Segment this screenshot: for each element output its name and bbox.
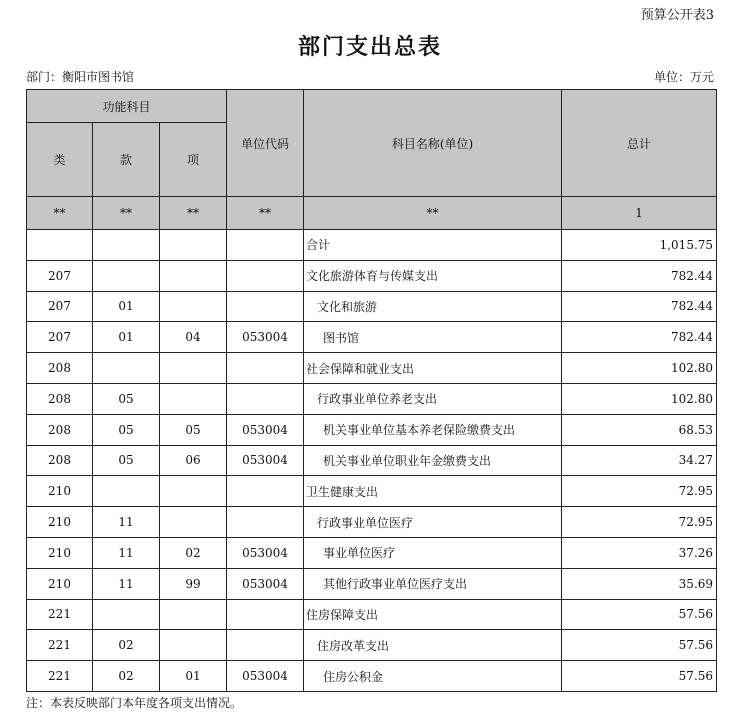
- header-subject-name: 科目名称(单位): [304, 90, 562, 197]
- cell-kuan: 11: [93, 537, 160, 568]
- cell-unit-code: 053004: [227, 568, 304, 599]
- header-kuan: 款: [93, 123, 160, 197]
- cell-total: 1,015.75: [562, 230, 717, 261]
- cell-total: 57.56: [562, 599, 717, 630]
- cell-xiang: [160, 353, 227, 384]
- unit-label: 单位：万元: [653, 70, 714, 84]
- page-title: 部门支出总表: [297, 34, 442, 60]
- cell-kuan: 01: [93, 291, 160, 322]
- cell-lei: 221: [27, 661, 93, 692]
- cell-total: 35.69: [562, 568, 717, 599]
- cell-lei: 208: [27, 383, 93, 414]
- cell-unit-code: [227, 476, 304, 507]
- cell-kuan: 11: [93, 507, 160, 538]
- cell-unit-code: [227, 291, 304, 322]
- cell-lei: 210: [27, 537, 93, 568]
- index-cell: **: [304, 197, 562, 230]
- cell-xiang: 06: [160, 445, 227, 476]
- table-row: [27, 414, 717, 445]
- cell-subject-name: 事业单位医疗: [304, 537, 562, 568]
- header-lei: 类: [27, 123, 93, 197]
- cell-lei: 208: [27, 414, 93, 445]
- cell-subject-name: 卫生健康支出: [304, 476, 562, 507]
- cell-subject-name: 合计: [304, 230, 562, 261]
- cell-unit-code: [227, 383, 304, 414]
- index-cell: **: [93, 197, 160, 230]
- table-row: [27, 507, 717, 538]
- cell-lei: 207: [27, 322, 93, 353]
- footnote: 注：本表反映部门本年度各项支出情况。: [26, 696, 243, 710]
- cell-total: 72.95: [562, 507, 717, 538]
- cell-xiang: [160, 230, 227, 261]
- table-row: [27, 230, 717, 261]
- table-row: [27, 260, 717, 291]
- cell-xiang: 01: [160, 661, 227, 692]
- cell-total: 57.56: [562, 630, 717, 661]
- index-cell: **: [160, 197, 227, 230]
- table-row: [27, 568, 717, 599]
- cell-xiang: [160, 599, 227, 630]
- cell-unit-code: [227, 230, 304, 261]
- header-unit-code: 单位代码: [227, 90, 304, 197]
- cell-xiang: [160, 291, 227, 322]
- cell-unit-code: 053004: [227, 322, 304, 353]
- cell-lei: 221: [27, 630, 93, 661]
- cell-subject-name: 机关事业单位基本养老保险缴费支出: [304, 414, 562, 445]
- cell-subject-name: 行政事业单位养老支出: [304, 383, 562, 414]
- cell-kuan: [93, 599, 160, 630]
- cell-xiang: [160, 260, 227, 291]
- department-label: 部门：衡阳市图书馆: [26, 70, 135, 84]
- table-row: [27, 630, 717, 661]
- cell-total: 102.80: [562, 353, 717, 384]
- cell-subject-name: 住房保障支出: [304, 599, 562, 630]
- cell-lei: 210: [27, 568, 93, 599]
- cell-unit-code: [227, 260, 304, 291]
- cell-kuan: 05: [93, 445, 160, 476]
- cell-subject-name: 住房改革支出: [304, 630, 562, 661]
- cell-subject-name: 住房公积金: [304, 661, 562, 692]
- cell-lei: 207: [27, 291, 93, 322]
- cell-total: 34.27: [562, 445, 717, 476]
- cell-kuan: [93, 260, 160, 291]
- cell-unit-code: [227, 507, 304, 538]
- header-function-subject: 功能科目: [27, 90, 227, 123]
- cell-kuan: [93, 230, 160, 261]
- cell-unit-code: 053004: [227, 661, 304, 692]
- table-row: [27, 322, 717, 353]
- cell-xiang: 05: [160, 414, 227, 445]
- cell-subject-name: 行政事业单位医疗: [304, 507, 562, 538]
- table-row: [27, 445, 717, 476]
- table-row: [27, 599, 717, 630]
- expenditure-table: [26, 89, 717, 692]
- cell-kuan: [93, 476, 160, 507]
- index-cell: **: [27, 197, 93, 230]
- cell-total: 782.44: [562, 291, 717, 322]
- cell-total: 782.44: [562, 322, 717, 353]
- cell-xiang: 02: [160, 537, 227, 568]
- cell-total: 57.56: [562, 661, 717, 692]
- cell-lei: 210: [27, 507, 93, 538]
- cell-subject-name: 机关事业单位职业年金缴费支出: [304, 445, 562, 476]
- cell-kuan: 02: [93, 661, 160, 692]
- cell-xiang: [160, 507, 227, 538]
- cell-subject-name: 图书馆: [304, 322, 562, 353]
- table-row: [27, 661, 717, 692]
- cell-unit-code: [227, 630, 304, 661]
- cell-total: 782.44: [562, 260, 717, 291]
- header-total: 总计: [562, 90, 717, 197]
- cell-kuan: [93, 353, 160, 384]
- cell-xiang: [160, 476, 227, 507]
- cell-unit-code: 053004: [227, 445, 304, 476]
- cell-unit-code: [227, 353, 304, 384]
- index-cell: 1: [562, 197, 717, 230]
- cell-kuan: 05: [93, 383, 160, 414]
- cell-lei: 208: [27, 353, 93, 384]
- cell-total: 102.80: [562, 383, 717, 414]
- cell-total: 68.53: [562, 414, 717, 445]
- cell-subject-name: 其他行政事业单位医疗支出: [304, 568, 562, 599]
- table-row: [27, 291, 717, 322]
- cell-kuan: 01: [93, 322, 160, 353]
- table-row: [27, 476, 717, 507]
- form-id-label: 预算公开表3: [640, 8, 714, 23]
- table-row: [27, 353, 717, 384]
- cell-xiang: 04: [160, 322, 227, 353]
- cell-kuan: 02: [93, 630, 160, 661]
- table-row: [27, 537, 717, 568]
- cell-unit-code: 053004: [227, 537, 304, 568]
- cell-unit-code: [227, 599, 304, 630]
- cell-lei: 207: [27, 260, 93, 291]
- table-row: [27, 383, 717, 414]
- cell-lei: [27, 230, 93, 261]
- cell-lei: 208: [27, 445, 93, 476]
- cell-subject-name: 文化旅游体育与传媒支出: [304, 260, 562, 291]
- cell-kuan: 11: [93, 568, 160, 599]
- header-xiang: 项: [160, 123, 227, 197]
- table-body: [27, 230, 717, 692]
- cell-xiang: [160, 630, 227, 661]
- cell-lei: 221: [27, 599, 93, 630]
- index-cell: **: [227, 197, 304, 230]
- cell-subject-name: 文化和旅游: [304, 291, 562, 322]
- cell-xiang: 99: [160, 568, 227, 599]
- cell-total: 37.26: [562, 537, 717, 568]
- cell-subject-name: 社会保障和就业支出: [304, 353, 562, 384]
- cell-xiang: [160, 383, 227, 414]
- cell-lei: 210: [27, 476, 93, 507]
- cell-total: 72.95: [562, 476, 717, 507]
- cell-unit-code: 053004: [227, 414, 304, 445]
- cell-kuan: 05: [93, 414, 160, 445]
